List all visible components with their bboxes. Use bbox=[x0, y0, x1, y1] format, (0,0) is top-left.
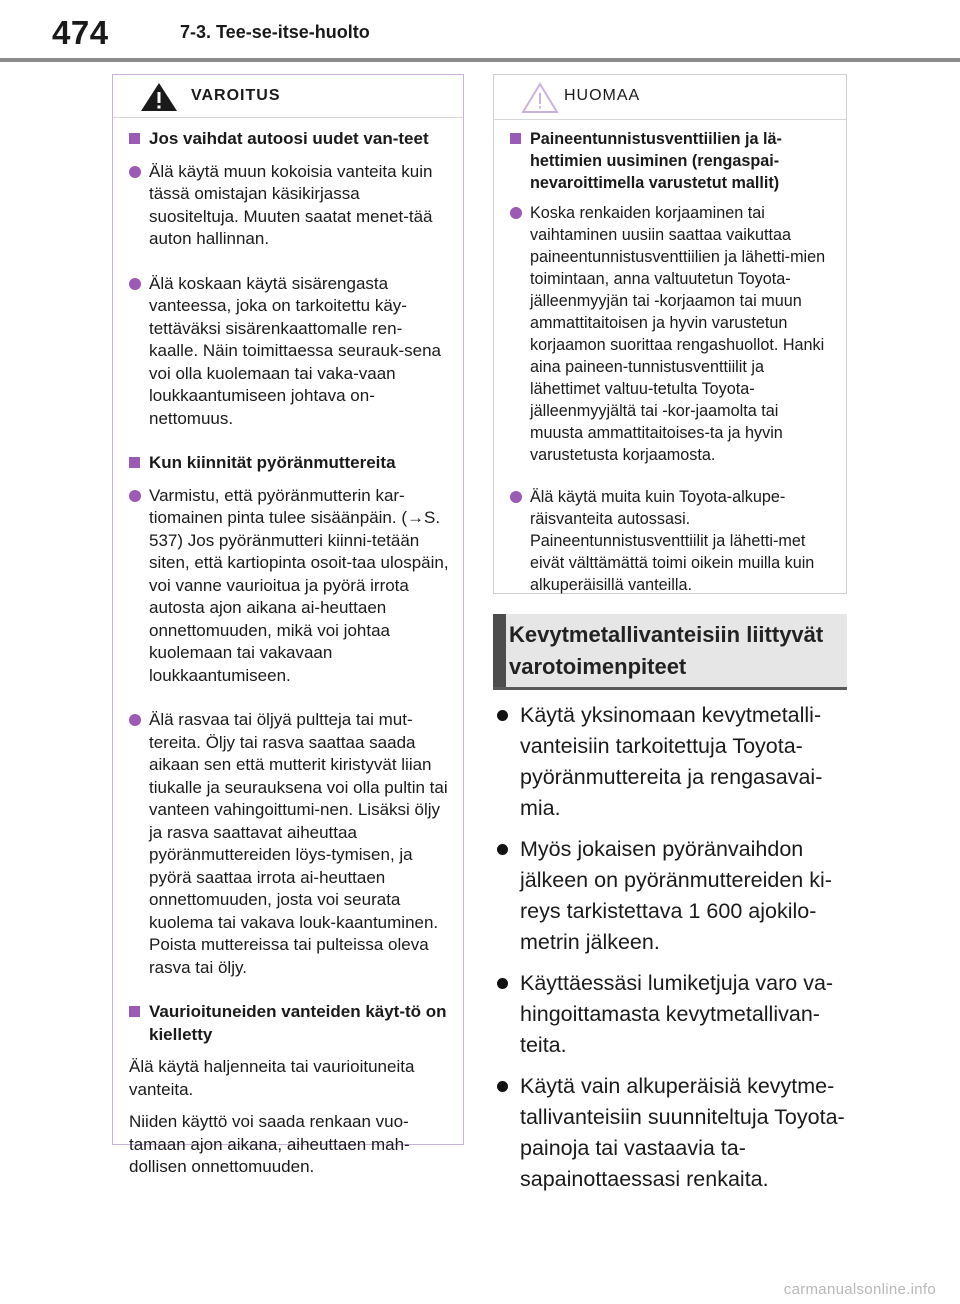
list-item: Myös jokaisen pyöränvaihdon jälkeen on pyöränmuttereiden ki-reys tarkistettava 1 600 ajokilo-metrin jälkeen. bbox=[497, 834, 847, 958]
warning-item: Varmistu, että pyöränmutterin kar-tiomainen pinta tulee sisäänpäin. (→S. 537) Jos pyöränmutteri kiinni-tetään siten, että kartiopinta osoit-taa ulospäin, voi vanne vaurioitua ja pyörä irrota autosta ajon aikana ai-heuttaen onnettomuuden, mikä voi johtaa kuolemaan tai vakavaan loukkaantumiseen. bbox=[129, 485, 449, 688]
warning-content bbox=[113, 128, 463, 1179]
page-header bbox=[0, 0, 960, 62]
notice-item: Koska renkaiden korjaaminen tai vaihtaminen uusiin saattaa vaikuttaa paineentunnistusventtiilien ja lähetti-mien toimintaan, anna valtuutetun Toyota-jälleenmyyjän tai -korjaamon tai muun ammattitaitoisen ja hyvin varustetun korjaamon suorittaa rengashuollot. Hanki aina paineen-tunnistusventtiilit ja lähettimet valtuu-tetulta Toyota-jälleenmyyjältä tai -kor-jaamolta tai muusta ammattitaitoises-ta ja hyvin varustetusta korjaamosta. bbox=[510, 202, 832, 466]
notice-item: Älä käytä muita kuin Toyota-alkupe-räisvanteita autossasi. Paineentunnistusventtiilit ja lähetti-met eivät välttämättä toimi oikein muilla kuin alkuperäisillä vanteilla. bbox=[510, 486, 832, 596]
page-number: 474 bbox=[52, 14, 109, 51]
notice-subheading: Paineentunnistusventtiilien ja lä-hettimien uusiminen (rengaspai-nevaroittimella varustetut mallit) bbox=[510, 128, 832, 194]
list-item: Käytä yksinomaan kevytmetalli-vanteisiin tarkoitettuja Toyota-pyöränmuttereita ja rengasavai-mia. bbox=[497, 700, 847, 824]
notice-content bbox=[494, 128, 846, 596]
notice-header bbox=[494, 75, 846, 120]
warning-item: Älä rasvaa tai öljyä pultteja tai mut-tereita. Öljy tai rasva saattaa saada aikaan sen että mutterit kiristyvät liian tiukalle ja seurauksena voi olla pultin tai vanteen vahingoittumi-nen. Lisäksi öljy ja rasva saattavat aiheuttaa pyöränmuttereiden löys-tymisen, ja pyörä saattaa irrota ai-heuttaen onnettomuuden, josta voi seurata kuolema tai vakava louk-kaantuminen. Poista muttereissa tai pulteissa oleva rasva tai öljy. bbox=[129, 709, 449, 979]
warning-subheading: Vaurioituneiden vanteiden käyt-tö on kielletty bbox=[129, 1001, 449, 1046]
caution-triangle-outline-icon bbox=[520, 81, 560, 115]
header-divider bbox=[0, 58, 960, 62]
list-item: Käytä vain alkuperäisiä kevytme-tallivanteisiin suunniteltuja Toyota-painoja tai vastaavia ta-sapainottaessasi renkaita. bbox=[497, 1071, 847, 1195]
warning-item: Älä käytä muun kokoisia vanteita kuin tässä omistajan käsikirjassa suositeltuja. Muuten saatat menet-tää auton hallinnan. bbox=[129, 161, 449, 251]
notice-title: HUOMAA bbox=[564, 87, 641, 104]
warning-paragraph: Niiden käyttö voi saada renkaan vuo-tamaan ajon aikana, aiheuttaen mah-dollisen onnettomuuden. bbox=[129, 1112, 410, 1176]
notice-box bbox=[493, 74, 847, 594]
section-title: 7-3. Tee-se-itse-huolto bbox=[180, 22, 370, 42]
watermark: carmanualsonline.info bbox=[783, 1281, 936, 1298]
heading-accent-bar bbox=[493, 614, 506, 687]
warning-item: Älä koskaan käytä sisärengasta vanteessa, joka on tarkoitettu käy-tettäväksi sisärenkaattomalle ren-kaalle. Näin toimittaessa seurauk-sena voi olla kuolemaan tai vaka-vaan loukkaantumiseen johtava on-nettomuus. bbox=[129, 273, 449, 431]
warning-header bbox=[113, 75, 463, 118]
warning-paragraph: Älä käytä haljenneita tai vaurioituneita vanteita. bbox=[129, 1057, 415, 1099]
warning-subheading: Kun kiinnität pyöränmuttereita bbox=[129, 452, 449, 475]
bullet-list bbox=[497, 700, 847, 1205]
warning-subheading: Jos vaihdat autoosi uudet van-teet bbox=[129, 128, 449, 151]
section-heading-band bbox=[493, 614, 847, 690]
warning-triangle-icon bbox=[139, 81, 179, 113]
warning-title: VAROITUS bbox=[191, 87, 281, 104]
section-heading: Kevytmetallivanteisiin liittyvät varotoimenpiteet bbox=[509, 622, 824, 679]
list-item: Käyttäessäsi lumiketjuja varo va-hingoittamasta kevytmetallivan-teita. bbox=[497, 968, 847, 1061]
warning-box bbox=[112, 74, 464, 1176]
